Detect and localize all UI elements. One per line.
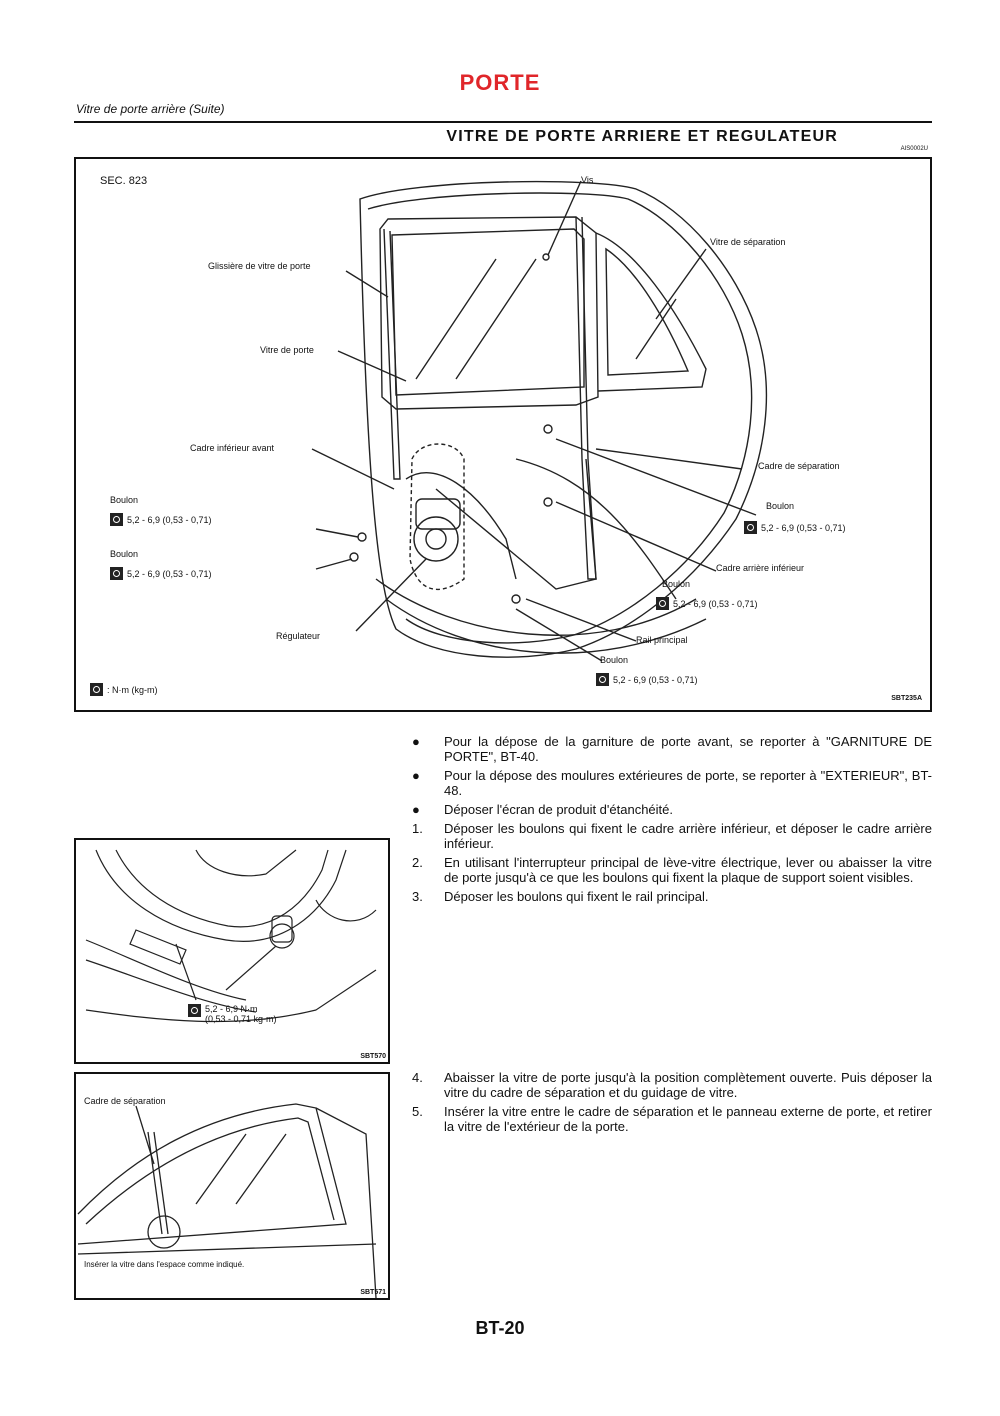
torque-spec-right-2: 5,2 - 6,9 (0,53 - 0,71) [656, 597, 758, 610]
list-item: 2. En utilisant l'interrupteur principal de lève-vitre électrique, lever ou abaisser la vitre de porte jusqu'à ce que les boulons qui fixent la plaque de support soient visibles. [412, 855, 932, 885]
torque-icon [188, 1004, 201, 1017]
fig3-id: SBT571 [360, 1289, 386, 1296]
instructions-lower [412, 1070, 932, 1138]
label-glissiere: Glissière de vitre de porte [208, 261, 311, 271]
label-vis: Vis [581, 175, 594, 185]
label-regulateur: Régulateur [276, 631, 321, 641]
label-cadre-arr-inf: Cadre arrière inférieur [716, 563, 805, 573]
page-title: PORTE [459, 70, 541, 95]
label-cadre-separation: Cadre de séparation [758, 461, 840, 471]
figure-bolts-closeup [74, 838, 390, 1064]
section-ref-code: AIS0002U [900, 146, 928, 152]
torque-icon [110, 567, 123, 580]
main-diagram [74, 157, 932, 712]
running-subtitle: Vitre de porte arrière (Suite) [76, 102, 225, 116]
header-rule [74, 121, 932, 123]
label-rail-principal: Rail principal [636, 635, 688, 645]
fig2-id: SBT570 [360, 1053, 386, 1060]
list-item: 1. Déposer les boulons qui fixent le cadre arrière inférieur, et déposer le cadre arrière inférieur. [412, 821, 932, 851]
torque-spec-left-2: 5,2 - 6,9 (0,53 - 0,71) [110, 567, 212, 580]
torque-legend: : N·m (kg-m) [90, 683, 158, 696]
list-item: 5. Insérer la vitre entre le cadre de séparation et le panneau externe de porte, et retirer la vitre de l'extérieur de la porte. [412, 1104, 932, 1134]
list-item: ● Pour la dépose de la garniture de porte avant, se reporter à "GARNITURE DE PORTE", BT-40. [412, 734, 932, 764]
list-item: 4. Abaisser la vitre de porte jusqu'à la position complètement ouverte. Puis déposer la vitre du cadre de séparation et du guidage de vitre. [412, 1070, 932, 1100]
instructions-upper [412, 734, 932, 908]
section-title: VITRE DE PORTE ARRIERE ET REGULATEUR [446, 128, 838, 145]
list-item: ● Pour la dépose des moulures extérieures de porte, se reporter à "EXTERIEUR", BT-48. [412, 768, 932, 798]
door-diagram-drawing [76, 159, 930, 710]
torque-icon [744, 521, 757, 534]
label-boulon-right-1: Boulon [766, 501, 795, 511]
label-vitre-porte: Vitre de porte [260, 345, 314, 355]
label-boulon-left-1: Boulon [110, 495, 139, 505]
label-cadre-inf-avant: Cadre inférieur avant [190, 443, 275, 453]
torque-icon [90, 683, 103, 696]
page-number: BT-20 [475, 1318, 525, 1338]
fig3-label: Cadre de séparation [84, 1096, 166, 1106]
fig2-torque: 5,2 - 6,9 N·m (0,53 - 0,71 kg-m) [188, 1004, 277, 1024]
label-boulon-left-2: Boulon [110, 549, 139, 559]
torque-icon [656, 597, 669, 610]
list-item: 3. Déposer les boulons qui fixent le rail principal. [412, 889, 709, 904]
bolts-closeup-drawing [76, 840, 388, 1062]
torque-spec-left-1: 5,2 - 6,9 (0,53 - 0,71) [110, 513, 212, 526]
label-boulon-bottom: Boulon [600, 655, 629, 665]
torque-icon [596, 673, 609, 686]
list-item: ● Déposer l'écran de produit d'étanchéité. [412, 802, 673, 817]
torque-spec-right-1: 5,2 - 6,9 (0,53 - 0,71) [744, 521, 846, 534]
figure-separation-frame [74, 1072, 390, 1300]
torque-spec-bottom: 5,2 - 6,9 (0,53 - 0,71) [596, 673, 698, 686]
sec-number: SEC. 823 [100, 175, 148, 187]
figure-id: SBT235A [891, 695, 922, 702]
torque-icon [110, 513, 123, 526]
fig3-note: Insérer la vitre dans l'espace comme indiqué. [84, 1260, 245, 1269]
label-vitre-separation: Vitre de séparation [710, 237, 786, 247]
label-boulon-right-2: Boulon [662, 579, 691, 589]
